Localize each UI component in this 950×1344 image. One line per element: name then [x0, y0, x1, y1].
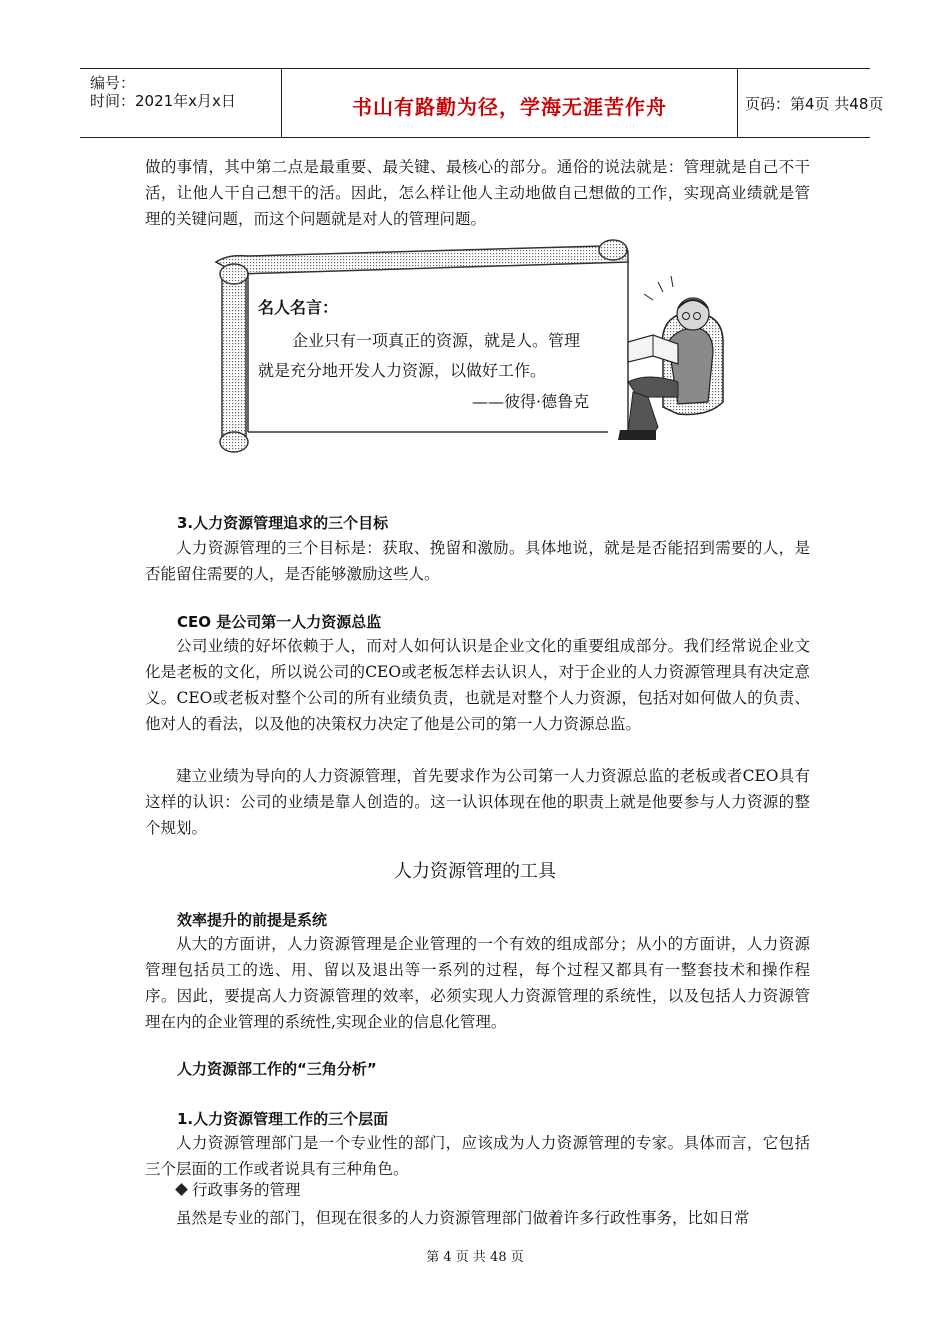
- tools-heading: 效率提升的前提是系统: [177, 911, 328, 929]
- quote-title: 名人名言：: [258, 298, 339, 317]
- date-label: 时间：2021年x月x日: [90, 92, 236, 110]
- triangle-sub-heading: 1.人力资源管理工作的三个层面: [177, 1110, 389, 1128]
- page-header: [80, 68, 884, 138]
- tools-paragraph: 从大的方面讲，人力资源管理是企业管理的一个有效的组成部分；从小的方面讲，人力资源管理包括员工的选、用、留以及退出等一系列的过程，每个过程又都具有一整套技术和操作程序。因此，要提高人力资源管理的效率，必须实现人力资源管理的系统性，以及包括人力资源管理在内的企业管理的系统性,实现企业的信息化管理。: [145, 935, 810, 1031]
- motto: 书山有路勤为径，学海无涯苦作舟: [352, 95, 667, 119]
- header-motto-cell: [281, 69, 738, 137]
- bullet-item: 行政事务的管理: [177, 1178, 301, 1200]
- page-label: 页码：第4页 共48页: [745, 95, 884, 113]
- header-meta-cell: [80, 69, 280, 137]
- triangle-paragraph: 人力资源管理部门是一个专业性的部门，应该成为人力资源管理的专家。具体而言，它包括三个层面的工作或者说具有三种角色。: [145, 1134, 810, 1178]
- header-page-cell: [737, 69, 884, 137]
- section-3-paragraph: 人力资源管理的三个目标是：获取、挽留和激励。具体地说，就是是否能招到需要的人，是否能留住需要的人，是否能够激励这些人。: [145, 539, 810, 583]
- tools-title: 人力资源管理的工具: [394, 861, 556, 882]
- section-3-heading: 3.人力资源管理追求的三个目标: [177, 514, 389, 532]
- ceo-paragraph-2: 建立业绩为导向的人力资源管理，首先要求作为公司第一人力资源总监的老板或者CEO具有这样的认识：公司的业绩是靠人创造的。这一认识体现在他的职责上就是他要参与人力资源的整个规划。: [145, 767, 810, 837]
- triangle-heading: 人力资源部工作的“三角分析”: [177, 1060, 377, 1078]
- quote-line-2: 就是充分地开发人力资源，以做好工作。: [258, 361, 547, 380]
- serial-label: 编号：: [90, 74, 136, 92]
- intro-paragraph: 做的事情，其中第二点是最重要、最关键、最核心的部分。通俗的说法就是：管理就是自己不干活，让他人干自己想干的活。因此，怎么样让他人主动地做自己想做的工作，实现高业绩就是管理的关键问题，而这个问题就是对人的管理问题。: [145, 158, 810, 228]
- triangle-paragraph-2: 虽然是专业的部门，但现在很多的人力资源管理部门做着许多行政性事务，比如日常: [176, 1209, 750, 1227]
- quote-line-1: 企业只有一项真正的资源，就是人。管理: [292, 331, 581, 350]
- ceo-paragraph-1: 公司业绩的好坏依赖于人，而对人如何认识是企业文化的重要组成部分。我们经常说企业文化是老板的文化，所以说公司的CEO或老板怎样去认识人，对于企业的人力资源管理具有决定意义。CEO或老板对整个公司的所有业绩负责，也就是对整个人力资源，包括对如何做人的负责、他对人的看法，以及他的决策权力决定了他是公司的第一人力资源总监。: [145, 637, 810, 733]
- diamond-bullet-icon: [175, 1183, 188, 1196]
- ceo-heading: CEO 是公司第一人力资源总监: [177, 613, 382, 631]
- quote-author: ——彼得·德鲁克: [472, 392, 590, 411]
- reading-man-figure: [618, 276, 723, 440]
- page-footer: 第 4 页 共 48 页: [426, 1250, 524, 1265]
